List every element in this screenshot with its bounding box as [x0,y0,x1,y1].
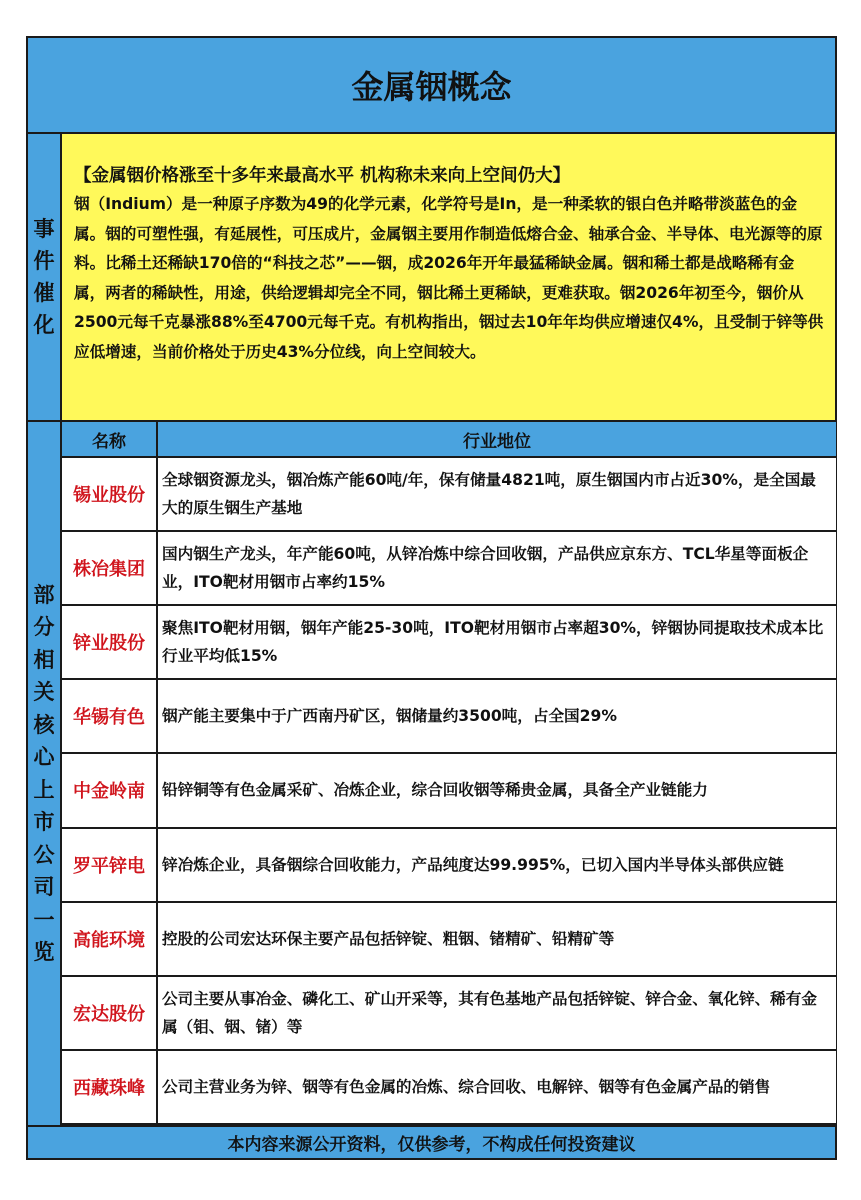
table-row [61,1050,836,1124]
event-catalyst-side-label [28,134,60,420]
company-position: 锌冶炼企业，具备铟综合回收能力，产品纯度达99.995%，已切入国内半导体头部供应链 [157,828,836,902]
page-title: 金属铟概念 [28,38,835,134]
company-name: 中金岭南 [61,753,157,827]
company-name: 锌业股份 [61,605,157,679]
side-char: 司 [33,875,55,899]
company-name: 锡业股份 [61,457,157,531]
table-row [61,679,836,753]
company-name: 宏达股份 [61,976,157,1050]
table-row [61,753,836,827]
side-char: 市 [33,810,55,834]
company-name: 西藏珠峰 [61,1050,157,1124]
side-char: 件 [33,249,55,273]
side-char: 览 [33,940,55,964]
column-header-name: 名称 [61,422,157,457]
table-row [61,457,836,531]
side-char: 一 [33,907,55,932]
concept-sheet [26,36,837,1160]
table-header-row [61,422,836,457]
company-position: 公司主要从事冶金、磷化工、矿山开采等，其有色基地产品包括锌锭、锌合金、氧化锌、稀有金属（钼、铟、锗）等 [157,976,836,1050]
company-name: 华锡有色 [61,679,157,753]
company-position: 公司主营业务为锌、铟等有色金属的冶炼、综合回收、电解锌、铟等有色金属产品的销售 [157,1050,836,1124]
table-row [61,976,836,1050]
table-row [61,531,836,605]
side-char: 化 [33,313,55,337]
side-char: 催 [33,281,55,305]
side-char: 分 [33,615,55,639]
side-char: 相 [33,647,55,672]
company-table [60,422,836,1125]
column-header-position: 行业地位 [157,422,836,457]
side-char: 公 [33,842,55,867]
company-position: 控股的公司宏达环保主要产品包括锌锭、粗铟、锗精矿、铅精矿等 [157,902,836,976]
table-row [61,902,836,976]
company-position: 国内铟生产龙头，年产能60吨，从锌冶炼中综合回收铟，产品供应京东方、TCL华星等面板企业，ITO靶材用铟市占率约15% [157,531,836,605]
company-position: 聚焦ITO靶材用铟，铟年产能25-30吨，ITO靶材用铟市占率超30%，锌铟协同提取技术成本比行业平均低15% [157,605,836,679]
event-body: 铟（Indium）是一种原子序数为49的化学元素，化学符号是In，是一种柔软的银白色并略带淡蓝色的金属。铟的可塑性强，有延展性，可压成片，金属铟主要用作制造低熔合金、轴承合金、半导体、电光源等的原料。比稀土还稀缺170倍的“科技之芯”——铟，成2026年开年最猛稀缺金属。铟和稀土都是战略稀有金属，两者的稀缺性，用途，供给逻辑却完全不同，铟比稀土更稀缺，更难获取。铟2026年初至今，铟价从2500元每千克暴涨88%至4700元每千克。有机构指出，铟过去10年年均供应增速仅4%，且受制于锌等供应低增速，当前价格处于历史43%分位线，向上空间较大。 [74,195,824,361]
company-position: 铟产能主要集中于广西南丹矿区，铟储量约3500吨，占全国29% [157,679,836,753]
side-char: 事 [33,217,55,241]
event-headline: 【金属铟价格涨至十多年来最高水平 机构称未来向上空间仍大】 [74,166,571,186]
companies-side-label [28,422,60,1125]
side-char: 核 [33,712,55,737]
company-position: 全球铟资源龙头，铟冶炼产能60吨/年，保有储量4821吨，原生铟国内市占近30%，是全国最大的原生铟生产基地 [157,457,836,531]
company-name: 罗平锌电 [61,828,157,902]
table-row [61,828,836,902]
side-char: 心 [33,745,55,769]
side-char: 部 [33,582,55,607]
table-row [61,605,836,679]
side-char: 上 [33,777,55,802]
side-char: 关 [33,680,55,704]
disclaimer-footer: 本内容来源公开资料，仅供参考，不构成任何投资建议 [28,1125,835,1158]
event-catalyst-panel [60,134,835,420]
company-position: 铅锌铜等有色金属采矿、冶炼企业，综合回收铟等稀贵金属，具备全产业链能力 [157,753,836,827]
company-name: 株冶集团 [61,531,157,605]
company-name: 高能环境 [61,902,157,976]
